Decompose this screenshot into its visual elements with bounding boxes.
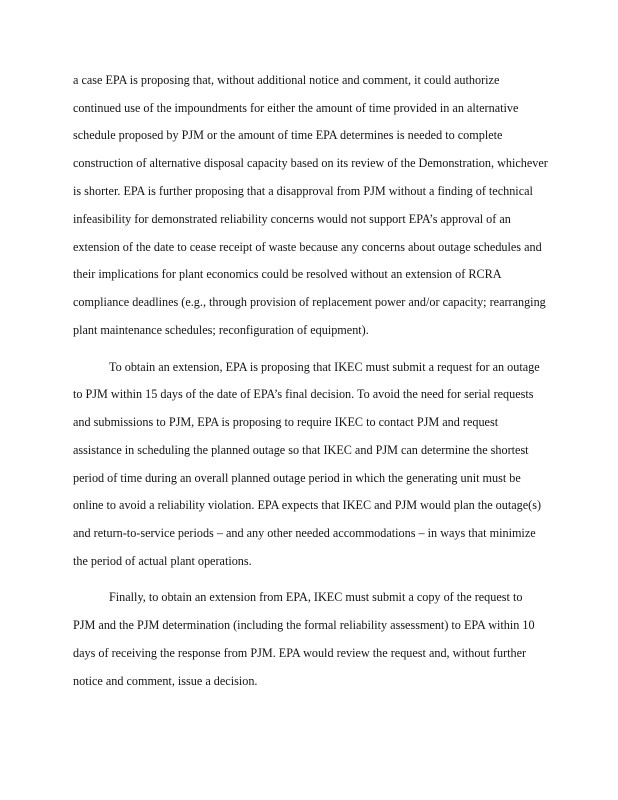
text-line: plant maintenance schedules; reconfiguration of equipment). (73, 323, 369, 337)
text-line: and return-to-service periods – and any other needed accommodations – in ways that minimize (73, 526, 536, 540)
text-line: their implications for plant economics could be resolved without an extension of RCRA (73, 267, 502, 281)
text-line: days of receiving the response from PJM. EPA would review the request and, without further (73, 646, 527, 660)
text-line: to PJM within 15 days of the date of EPA’s final decision. To avoid the need for serial requests (73, 387, 534, 401)
text-line: infeasibility for demonstrated reliability concerns would not support EPA’s approval of an (73, 212, 511, 226)
text-line: notice and comment, issue a decision. (73, 674, 258, 688)
text-line: compliance deadlines (e.g., through provision of replacement power and/or capacity; rearranging (73, 295, 546, 309)
text-line: is shorter. EPA is further proposing that a disapproval from PJM without a finding of technical (73, 184, 533, 198)
text-line: To obtain an extension, EPA is proposing that IKEC must submit a request for an outage (109, 360, 540, 374)
text-line: period of time during an overall planned outage period in which the generating unit must be (73, 471, 521, 485)
text-line: Finally, to obtain an extension from EPA, IKEC must submit a copy of the request to (109, 590, 523, 604)
text-line: the period of actual plant operations. (73, 554, 252, 568)
text-line: schedule proposed by PJM or the amount of time EPA determines is needed to complete (73, 128, 503, 142)
text-line: online to avoid a reliability violation. EPA expects that IKEC and PJM would plan the outage(s) (73, 498, 542, 512)
text-line: extension of the date to cease receipt of waste because any concerns about outage schedules and (73, 240, 542, 254)
text-line: assistance in scheduling the planned outage so that IKEC and PJM can determine the shortest (73, 443, 529, 457)
text-line: PJM and the PJM determination (including the formal reliability assessment) to EPA within 10 (73, 618, 535, 632)
text-line: continued use of the impoundments for either the amount of time provided in an alternative (73, 101, 519, 115)
text-line: and submissions to PJM, EPA is proposing to require IKEC to contact PJM and request (73, 415, 499, 429)
text-line: a case EPA is proposing that, without additional notice and comment, it could authorize (73, 73, 500, 87)
text-line: construction of alternative disposal capacity based on its review of the Demonstration, whichever (73, 156, 548, 170)
